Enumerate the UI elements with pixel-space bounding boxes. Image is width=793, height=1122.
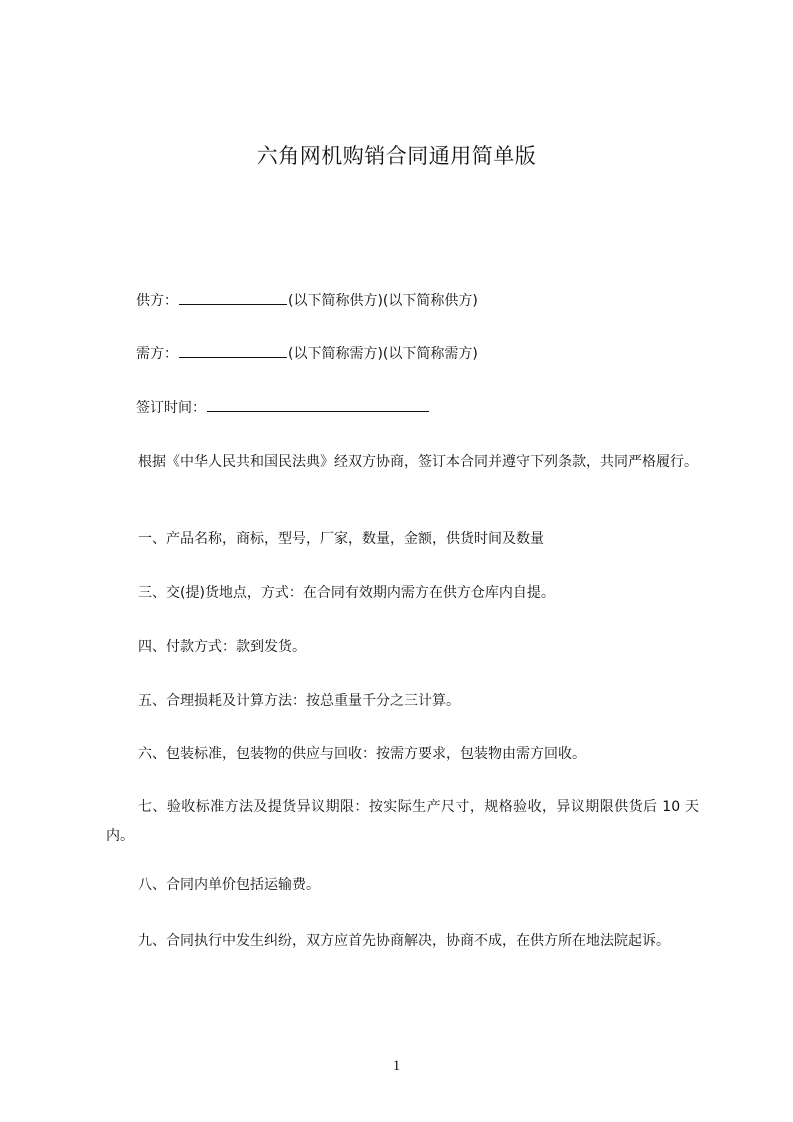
- buyer-suffix: (以下简称需方)(以下简称需方): [288, 346, 478, 362]
- clause-8: 八、合同内单价包括运输费。: [138, 877, 320, 893]
- clause-1: 一、产品名称，商标，型号，厂家，数量，金额，供货时间及数量: [138, 531, 544, 547]
- supplier-suffix: (以下简称供方)(以下简称供方): [288, 293, 478, 309]
- buyer-blank: [179, 345, 287, 358]
- signing-time-label: 签订时间：: [136, 400, 206, 416]
- supplier-label: 供方：: [136, 293, 178, 309]
- document-title: 六角网机购销合同通用简单版: [256, 144, 537, 168]
- clause-5: 五、合理损耗及计算方法：按总重量千分之三计算。: [138, 693, 460, 709]
- clause-9: 九、合同执行中发生纠纷，双方应首先协商解决，协商不成，在供方所在地法院起诉。: [138, 933, 670, 949]
- clause-3: 三、交(提)货地点，方式：在合同有效期内需方在供方仓库内自提。: [138, 585, 555, 601]
- clause-4: 四、付款方式：款到发货。: [138, 639, 306, 655]
- buyer-line: [136, 344, 478, 364]
- intro-paragraph: 根据《中华人民共和国民法典》经双方协商，签订本合同并遵守下列条款，共同严格履行。: [138, 454, 698, 470]
- clause-7: 七、验收标准方法及提货异议期限：按实际生产尺寸，规格验收，异议期限供货后 10 天内。: [106, 799, 699, 844]
- supplier-blank: [179, 292, 287, 305]
- signing-time-line: [136, 398, 430, 418]
- clause-6: 六、包装标准，包装物的供应与回收：按需方要求，包装物由需方回收。: [138, 746, 586, 762]
- signing-time-blank: [207, 399, 429, 412]
- page-number: 1: [392, 1058, 401, 1074]
- supplier-line: [136, 291, 478, 311]
- buyer-label: 需方：: [136, 346, 178, 362]
